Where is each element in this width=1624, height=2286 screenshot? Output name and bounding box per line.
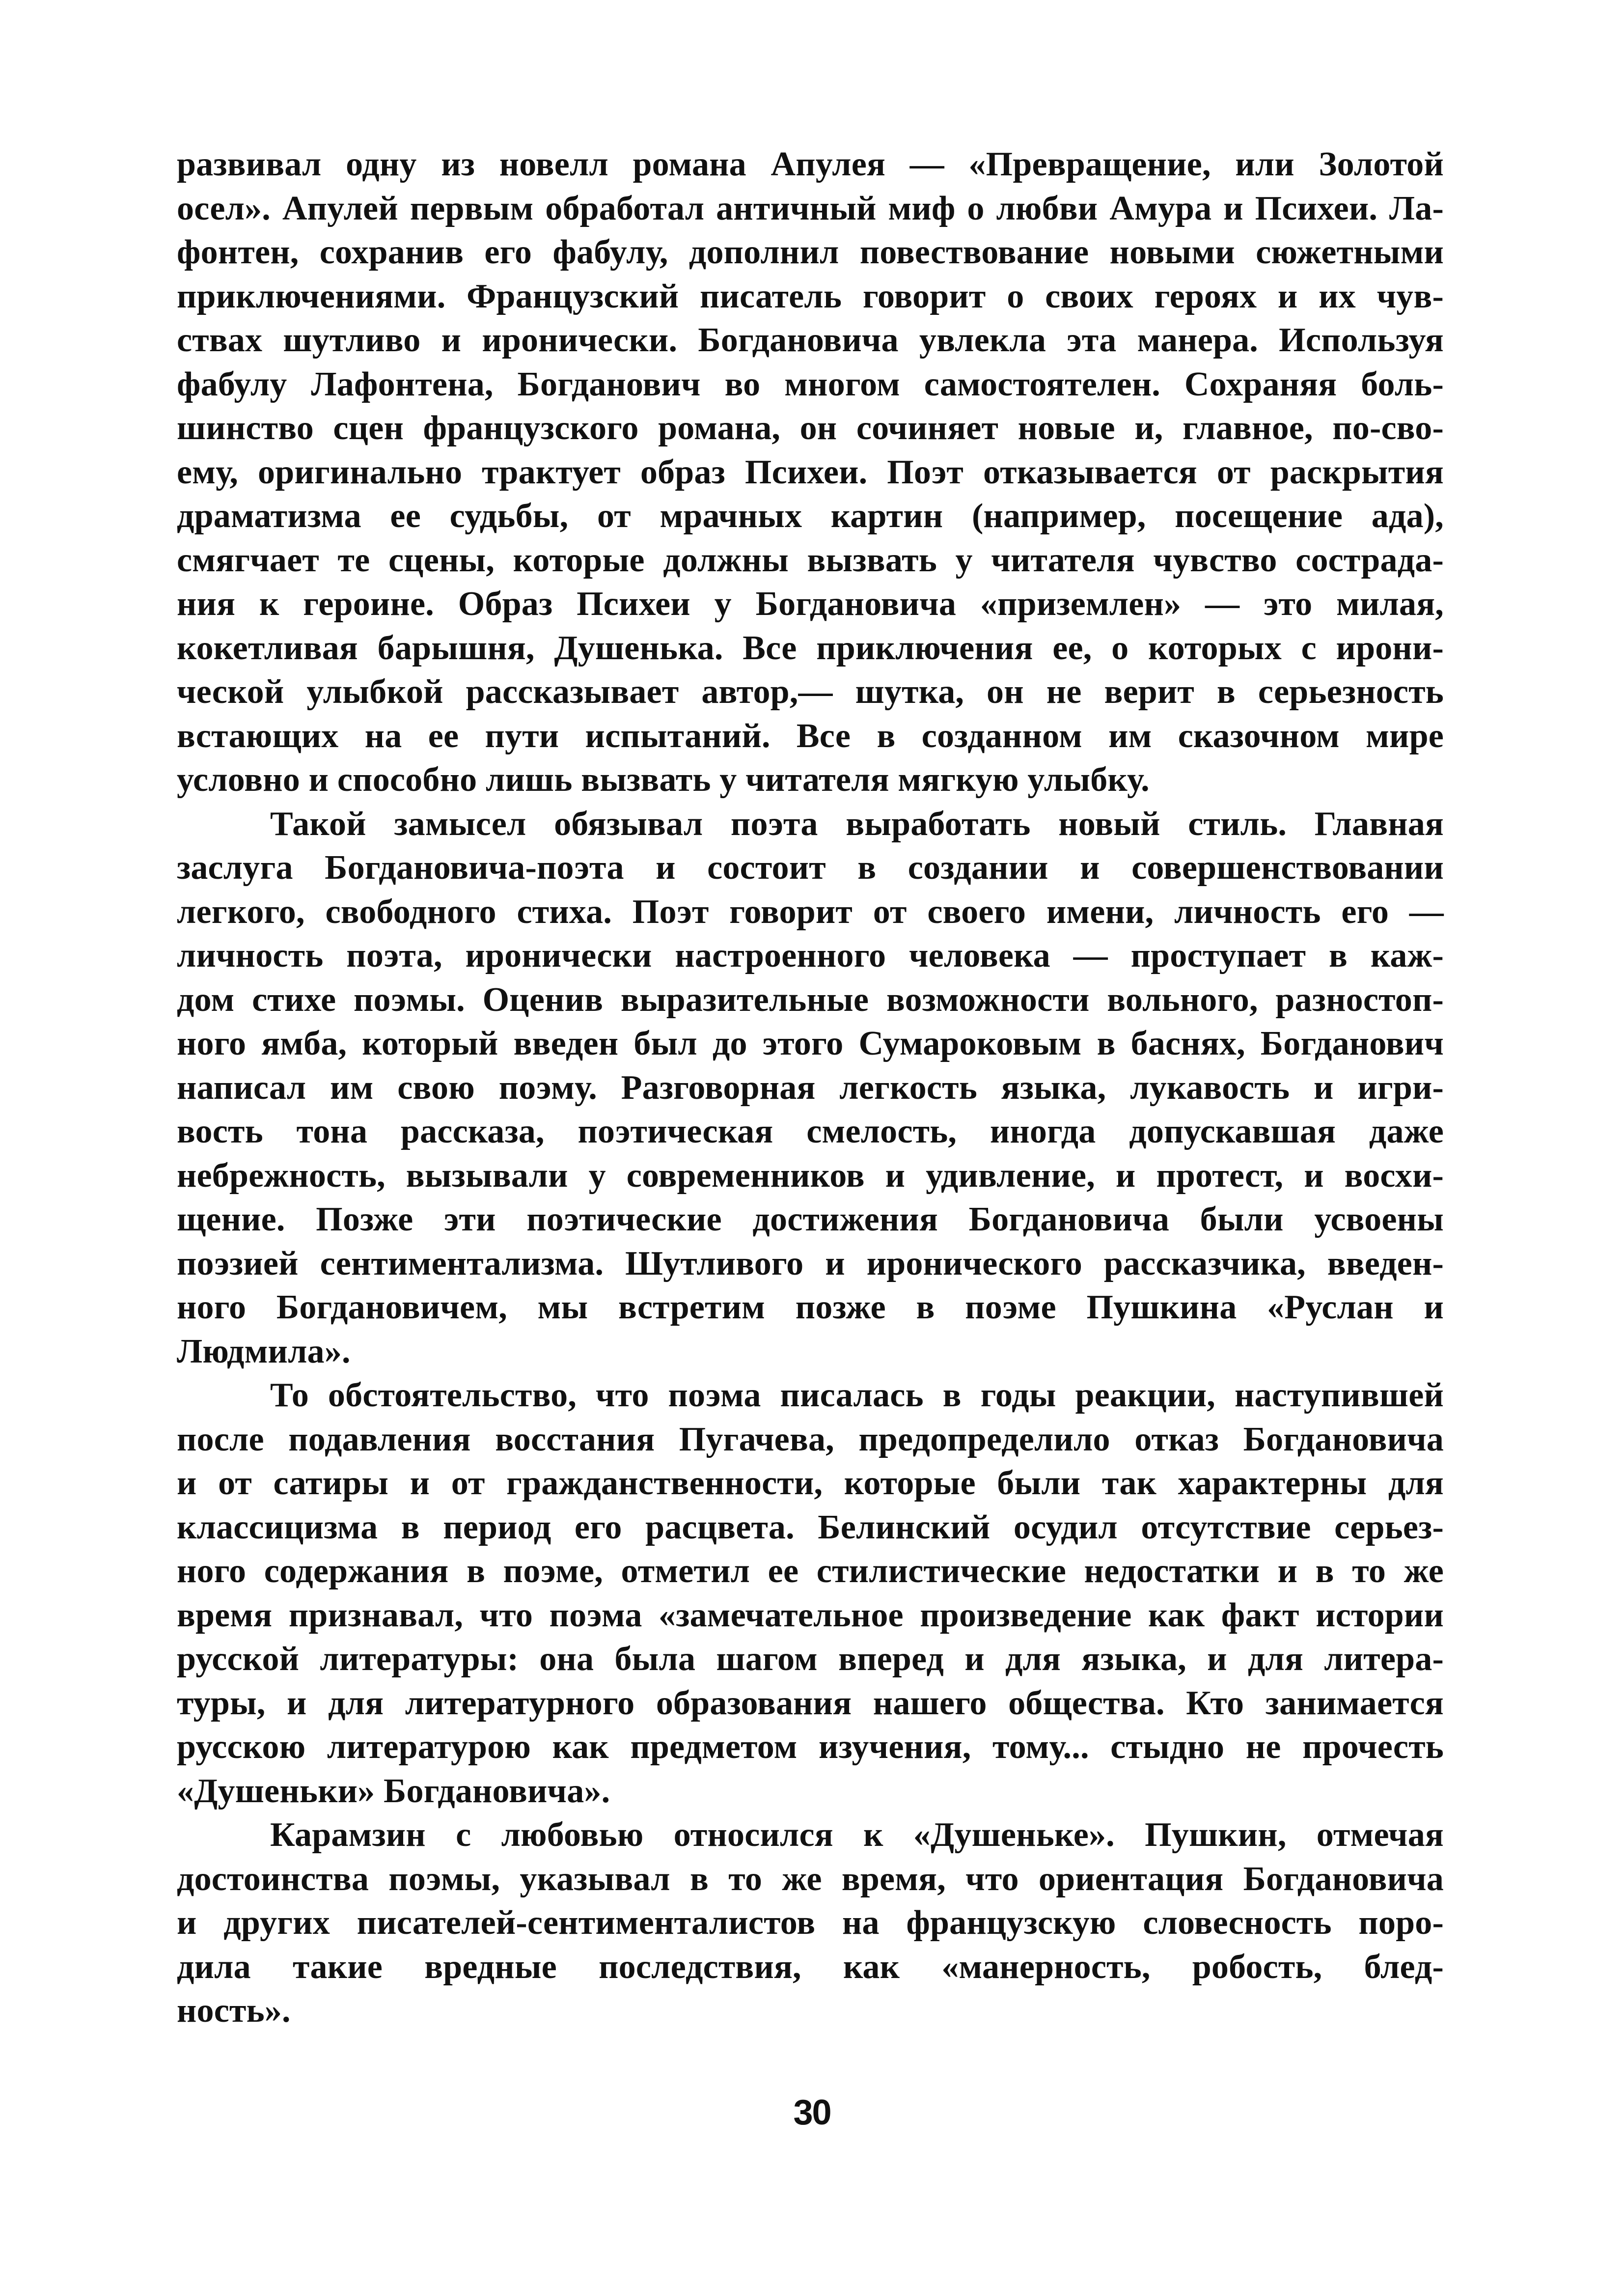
text-line: ческой улыбкой рассказывает автор,— шутка, он не верит в серьезность: [177, 673, 1444, 711]
text-line: дом стихе поэмы. Оценив выразительные возможности вольного, разностоп-: [177, 980, 1444, 1019]
text-line: время признавал, что поэма «замечательное произведение как факт истории: [177, 1596, 1444, 1634]
text-line: То обстоятельство, что поэма писалась в годы реакции, наступившей: [270, 1376, 1444, 1414]
text-line: написал им свою поэму. Разговорная легкость языка, лукавость и игри-: [177, 1068, 1444, 1107]
paragraph-2: [177, 802, 1444, 1374]
text-line: фонтен, сохранив его фабулу, дополнил повествование новыми сюжетными: [177, 233, 1444, 271]
page-body: [177, 142, 1444, 2033]
text-line: небрежность, вызывали у современников и удивление, и протест, и восхи-: [177, 1156, 1444, 1195]
text-line: ность».: [177, 1992, 291, 2030]
text-line: развивал одну из новелл романа Апулея — «Превращение, или Золотой: [177, 145, 1444, 183]
text-line: поэзией сентиментализма. Шутливого и иронического рассказчика, введен-: [177, 1244, 1444, 1282]
text-line: щение. Позже эти поэтические достижения Богдановича были усвоены: [177, 1200, 1444, 1238]
text-line: Такой замысел обязывал поэта выработать новый стиль. Главная: [270, 805, 1444, 843]
page-number: 30: [793, 2093, 831, 2132]
paragraph-3: [177, 1373, 1444, 1813]
text-line: русскою литературою как предметом изучения, тому... стыдно не прочесть: [177, 1728, 1444, 1766]
paragraph-4: [177, 1813, 1444, 2033]
paragraph-1: [177, 142, 1444, 802]
text-line: шинство сцен французского романа, он сочиняет новые и, главное, по-сво-: [177, 409, 1444, 447]
text-line: ного содержания в поэме, отметил ее стилистические недостатки и в то же: [177, 1552, 1444, 1590]
text-line: и от сатиры и от гражданственности, которые были так характерны для: [177, 1464, 1444, 1502]
text-line: достоинства поэмы, указывал в то же время, что ориентация Богдановича: [177, 1860, 1444, 1898]
text-line: ного Богдановичем, мы встретим позже в поэме Пушкина «Руслан и: [177, 1288, 1444, 1326]
text-line: туры, и для литературного образования нашего общества. Кто занимается: [177, 1684, 1444, 1722]
text-line: «Душеньки» Богдановича».: [177, 1772, 610, 1810]
text-line: встающих на ее пути испытаний. Все в созданном им сказочном мире: [177, 717, 1444, 755]
text-line: ного ямба, который введен был до этого Сумароковым в баснях, Богданович: [177, 1025, 1444, 1062]
text-line: Карамзин с любовью относился к «Душеньке». Пушкин, отмечая: [270, 1816, 1444, 1854]
text-line: ния к героине. Образ Психеи у Богдановича «приземлен» — это милая,: [177, 585, 1444, 623]
text-line: Людмила».: [177, 1332, 351, 1370]
text-line: ствах шутливо и иронически. Богдановича увлекла эта манера. Используя: [177, 321, 1444, 359]
text-line: заслуга Богдановича-поэта и состоит в создании и совершенствовании: [177, 849, 1444, 887]
text-line: дила такие вредные последствия, как «манерность, робость, блед-: [177, 1948, 1444, 1986]
text-line: после подавления восстания Пугачева, предопределило отказ Богдановича: [177, 1420, 1444, 1458]
text-line: фабулу Лафонтена, Богданович во многом самостоятелен. Сохраняя боль-: [177, 365, 1444, 403]
text-line: русской литературы: она была шагом вперед и для языка, и для литера-: [177, 1640, 1444, 1678]
text-line: и других писателей-сентименталистов на французскую словесность поро-: [177, 1904, 1444, 1942]
text-line: ему, оригинально трактует образ Психеи. Поэт отказывается от раскрытия: [177, 453, 1444, 491]
text-line: условно и способно лишь вызвать у читателя мягкую улыбку.: [177, 761, 1150, 799]
text-line: легкого, свободного стиха. Поэт говорит от своего имени, личность его —: [177, 892, 1444, 931]
text-line: смягчает те сцены, которые должны вызвать у читателя чувство сострада-: [177, 541, 1444, 579]
text-line: классицизма в период его расцвета. Белинский осудил отсутствие серьез-: [177, 1508, 1444, 1546]
text-line: драматизма ее судьбы, от мрачных картин (например, посещение ада),: [177, 497, 1444, 535]
text-line: кокетливая барышня, Душенька. Все приключения ее, о которых с ирони-: [177, 629, 1444, 667]
text-line: приключениями. Французский писатель говорит о своих героях и их чув-: [177, 277, 1444, 315]
text-line: вость тона рассказа, поэтическая смелость, иногда допускавшая даже: [177, 1113, 1444, 1150]
text-line: осел». Апулей первым обработал античный миф о любви Амура и Психеи. Ла-: [177, 189, 1444, 227]
text-line: личность поэта, иронически настроенного человека — проступает в каж-: [177, 937, 1444, 975]
